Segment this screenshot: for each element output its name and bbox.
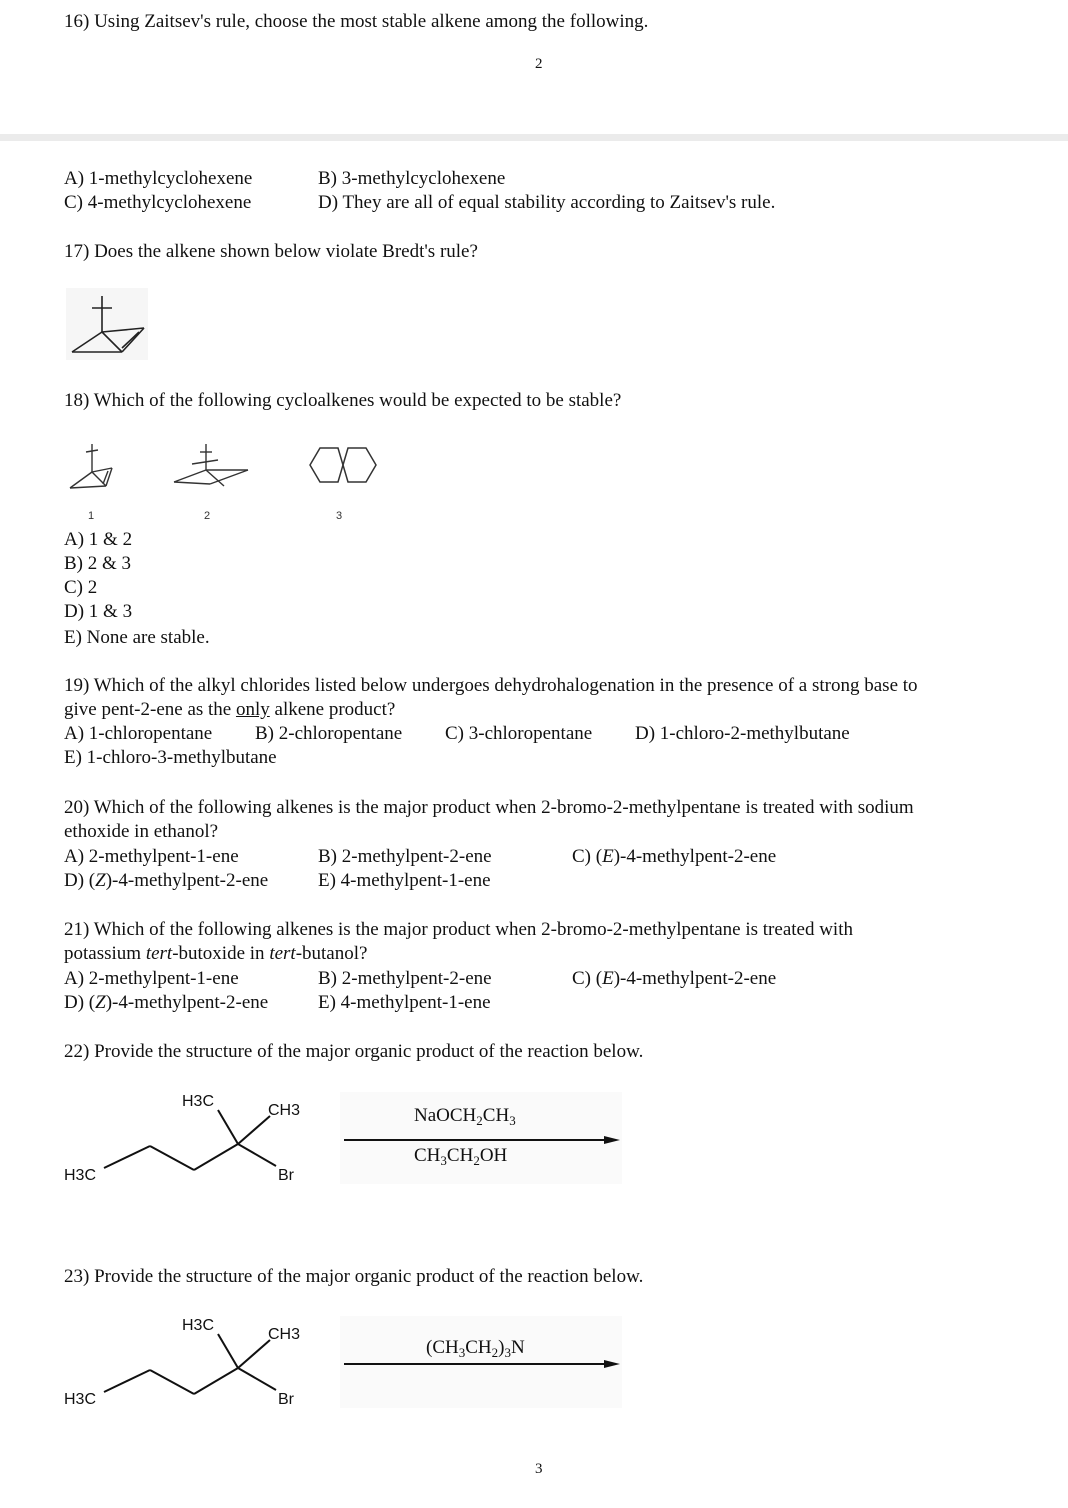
cycloalkene-structure-3	[306, 444, 380, 486]
norbornene-structure	[66, 288, 148, 360]
q23-reactant-structure	[60, 1312, 320, 1416]
q20-option-e: E) 4-methylpent-1-ene	[318, 870, 491, 891]
q16-option-c: C) 4-methylcyclohexene	[64, 192, 252, 213]
q19-option-e: E) 1-chloro-3-methylbutane	[64, 747, 277, 768]
q19-question-line1: 19) Which of the alkyl chlorides listed below undergoes dehydrohalogenation in the presence of a strong base to	[64, 675, 918, 696]
q19-question-line2: give pent-2-ene as the only alkene product?	[64, 699, 396, 720]
q18-option-a: A) 1 & 2	[64, 529, 133, 550]
q18-label-3: 3	[336, 510, 343, 522]
q18-option-b: B) 2 & 3	[64, 553, 132, 574]
q19-option-b: B) 2-chloropentane	[255, 723, 403, 744]
q23-reaction-arrow	[344, 1356, 622, 1372]
q18-option-e: E) None are stable.	[64, 627, 210, 648]
q16-option-a: A) 1-methylcyclohexene	[64, 168, 253, 189]
cycloalkene-structure-2	[170, 440, 252, 490]
q20-option-a: A) 2-methylpent-1-ene	[64, 846, 239, 867]
q18-option-d: D) 1 & 3	[64, 601, 133, 622]
q23-question: 23) Provide the structure of the major organic product of the reaction below.	[64, 1266, 644, 1287]
q19-option-a: A) 1-chloropentane	[64, 723, 213, 744]
q18-option-c: C) 2	[64, 577, 98, 598]
q21-option-d: D) (Z)-4-methylpent-2-ene	[64, 992, 269, 1013]
q20-option-d: D) (Z)-4-methylpent-2-ene	[64, 870, 269, 891]
q18-label-1: 1	[88, 510, 95, 522]
q20-option-b: B) 2-methylpent-2-ene	[318, 846, 492, 867]
q23-h3c-left-label: H3C	[64, 1391, 97, 1408]
q21-question-line2: potassium tert-butoxide in tert-butanol?	[64, 943, 368, 964]
page-number-bottom: 3	[535, 1461, 543, 1477]
q16-option-b: B) 3-methylcyclohexene	[318, 168, 506, 189]
q22-h3c-left-label: H3C	[64, 1167, 97, 1184]
q22-br-label: Br	[278, 1167, 294, 1184]
q21-question-line1: 21) Which of the following alkenes is the major product when 2-bromo-2-methylpentane is treated with	[64, 919, 853, 940]
q22-reagent-below: $CH_3CH_2OH$	[414, 1145, 508, 1168]
cycloalkene-structure-1	[66, 438, 120, 494]
q17-question: 17) Does the alkene shown below violate Bredt's rule?	[64, 241, 478, 262]
q23-ch3-label: CH3	[268, 1326, 301, 1343]
q20-question-line2: ethoxide in ethanol?	[64, 821, 219, 842]
q16-question: 16) Using Zaitsev's rule, choose the most stable alkene among the following.	[64, 11, 649, 32]
q21-option-c: C) (E)-4-methylpent-2-ene	[572, 968, 777, 989]
q22-reactant-structure	[60, 1088, 320, 1192]
page-number-top: 2	[535, 56, 543, 72]
q21-option-b: B) 2-methylpent-2-ene	[318, 968, 492, 989]
q22-h3c-top-label: H3C	[182, 1093, 215, 1110]
page-divider	[0, 134, 1068, 141]
q16-option-d: D) They are all of equal stability according to Zaitsev's rule.	[318, 192, 776, 213]
q21-option-e: E) 4-methylpent-1-ene	[318, 992, 491, 1013]
q19-option-c: C) 3-chloropentane	[445, 723, 593, 744]
q18-question: 18) Which of the following cycloalkenes would be expected to be stable?	[64, 390, 622, 411]
q23-br-label: Br	[278, 1391, 294, 1408]
q22-ch3-label: CH3	[268, 1102, 301, 1119]
q20-question-line1: 20) Which of the following alkenes is the major product when 2-bromo-2-methylpentane is treated with sodium	[64, 797, 914, 818]
q23-h3c-top-label: H3C	[182, 1317, 215, 1334]
q19-option-d: D) 1-chloro-2-methylbutane	[635, 723, 850, 744]
q22-question: 22) Provide the structure of the major organic product of the reaction below.	[64, 1041, 644, 1062]
q18-structure-labels	[80, 506, 360, 524]
q18-label-2: 2	[204, 510, 211, 522]
q23-reagent-above: $(CH_3CH_2)_3N$	[426, 1337, 525, 1360]
q22-reagent-above: $NaOCH_2CH_3$	[414, 1105, 516, 1128]
q19-only-underlined: only	[235, 699, 270, 720]
q20-option-c: C) (E)-4-methylpent-2-ene	[572, 846, 777, 867]
q21-option-a: A) 2-methylpent-1-ene	[64, 968, 239, 989]
